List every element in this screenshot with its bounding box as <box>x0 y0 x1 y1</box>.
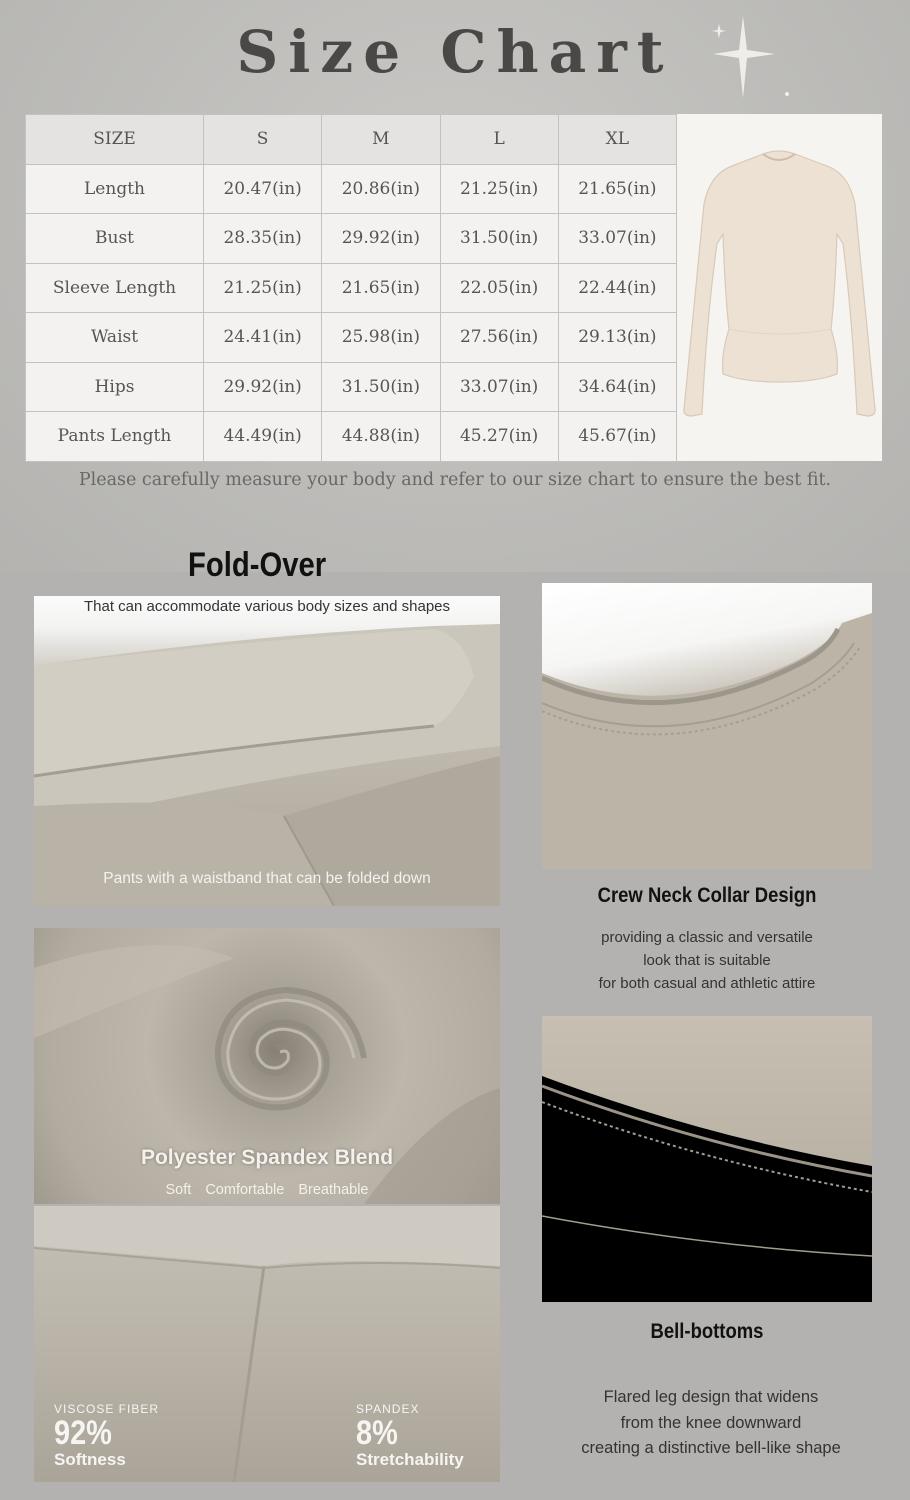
crew-neck-line: providing a classic and versatile <box>601 929 813 946</box>
table-cell: 45.67(in) <box>558 412 676 462</box>
table-cell: 22.44(in) <box>558 263 676 313</box>
table-cell: 24.41(in) <box>204 313 322 363</box>
table-cell: 44.49(in) <box>204 412 322 462</box>
bell-line: creating a distinctive bell-like shape <box>581 1439 841 1457</box>
table-cell: 25.98(in) <box>322 313 440 363</box>
bell-line: Flared leg design that widens <box>603 1388 819 1406</box>
table-header-cell: M <box>322 115 440 165</box>
bell-bottom-hem-image <box>542 1016 872 1302</box>
viscose-name: Softness <box>54 1450 126 1469</box>
viscose-percent: 92% <box>54 1414 112 1452</box>
spandex-stat <box>356 1402 464 1470</box>
size-chart-caption: Please carefully measure your body and refer to our size chart to ensure the best fit. <box>78 470 832 490</box>
fold-over-subtitle: That can accommodate various body sizes and shapes <box>83 598 451 615</box>
table-header-cell: L <box>440 115 558 165</box>
size-table <box>25 114 677 462</box>
viscose-label: VISCOSE FIBER <box>54 1402 160 1416</box>
table-header-cell: SIZE <box>26 115 204 165</box>
size-chart-title: Size Chart <box>236 18 674 86</box>
table-cell: 21.25(in) <box>440 164 558 214</box>
table-cell: 29.92(in) <box>322 214 440 264</box>
fabric-swirl-image <box>34 928 500 1204</box>
row-label: Hips <box>26 362 204 412</box>
table-cell: 20.86(in) <box>322 164 440 214</box>
size-chart-section <box>0 0 910 572</box>
bell-bottoms-title: Bell-bottoms <box>650 1320 764 1343</box>
table-row <box>26 412 677 462</box>
table-cell: 20.47(in) <box>204 164 322 214</box>
crew-neck-description <box>542 926 872 995</box>
blend-subtitle: Soft Comfortable Breathable <box>165 1182 369 1198</box>
spandex-name: Stretchability <box>356 1450 464 1469</box>
table-row <box>26 164 677 214</box>
table-cell: 33.07(in) <box>558 214 676 264</box>
table-cell: 45.27(in) <box>440 412 558 462</box>
crew-neck-line: look that is suitable <box>643 952 771 969</box>
row-label: Waist <box>26 313 204 363</box>
table-cell: 21.25(in) <box>204 263 322 313</box>
bell-bottoms-description <box>542 1385 880 1462</box>
table-cell: 29.92(in) <box>204 362 322 412</box>
long-sleeve-top-image <box>677 114 882 461</box>
table-header-cell: S <box>204 115 322 165</box>
table-cell: 29.13(in) <box>558 313 676 363</box>
table-row <box>26 313 677 363</box>
bell-line: from the knee downward <box>620 1413 802 1432</box>
sparkle-icon <box>705 6 795 106</box>
table-cell: 21.65(in) <box>322 263 440 313</box>
table-cell: 21.65(in) <box>558 164 676 214</box>
fold-over-title: Fold-Over <box>188 546 327 584</box>
viscose-stat <box>54 1402 159 1470</box>
fabric-composition-image <box>34 1206 500 1482</box>
table-cell: 31.50(in) <box>322 362 440 412</box>
spandex-label: SPANDEX <box>356 1402 420 1416</box>
row-label: Pants Length <box>26 412 204 462</box>
fold-over-caption: Pants with a waistband that can be folded down <box>103 870 431 887</box>
crew-neck-title: Crew Neck Collar Design <box>597 884 817 907</box>
crew-neck-collar-image <box>542 583 872 869</box>
table-cell: 33.07(in) <box>440 362 558 412</box>
row-label: Sleeve Length <box>26 263 204 313</box>
table-cell: 28.35(in) <box>204 214 322 264</box>
row-label: Length <box>26 164 204 214</box>
spandex-percent: 8% <box>356 1414 398 1452</box>
table-cell: 34.64(in) <box>558 362 676 412</box>
table-row <box>26 214 677 264</box>
crew-neck-line: for both casual and athletic attire <box>598 975 816 992</box>
blend-title: Polyester Spandex Blend <box>140 1146 394 1169</box>
fold-over-waistband-image <box>34 596 500 906</box>
row-label: Bust <box>26 214 204 264</box>
table-row <box>26 362 677 412</box>
table-cell: 27.56(in) <box>440 313 558 363</box>
table-header-row <box>26 115 677 165</box>
table-cell: 31.50(in) <box>440 214 558 264</box>
table-cell: 22.05(in) <box>440 263 558 313</box>
table-header-cell: XL <box>558 115 676 165</box>
table-cell: 44.88(in) <box>322 412 440 462</box>
table-row <box>26 263 677 313</box>
